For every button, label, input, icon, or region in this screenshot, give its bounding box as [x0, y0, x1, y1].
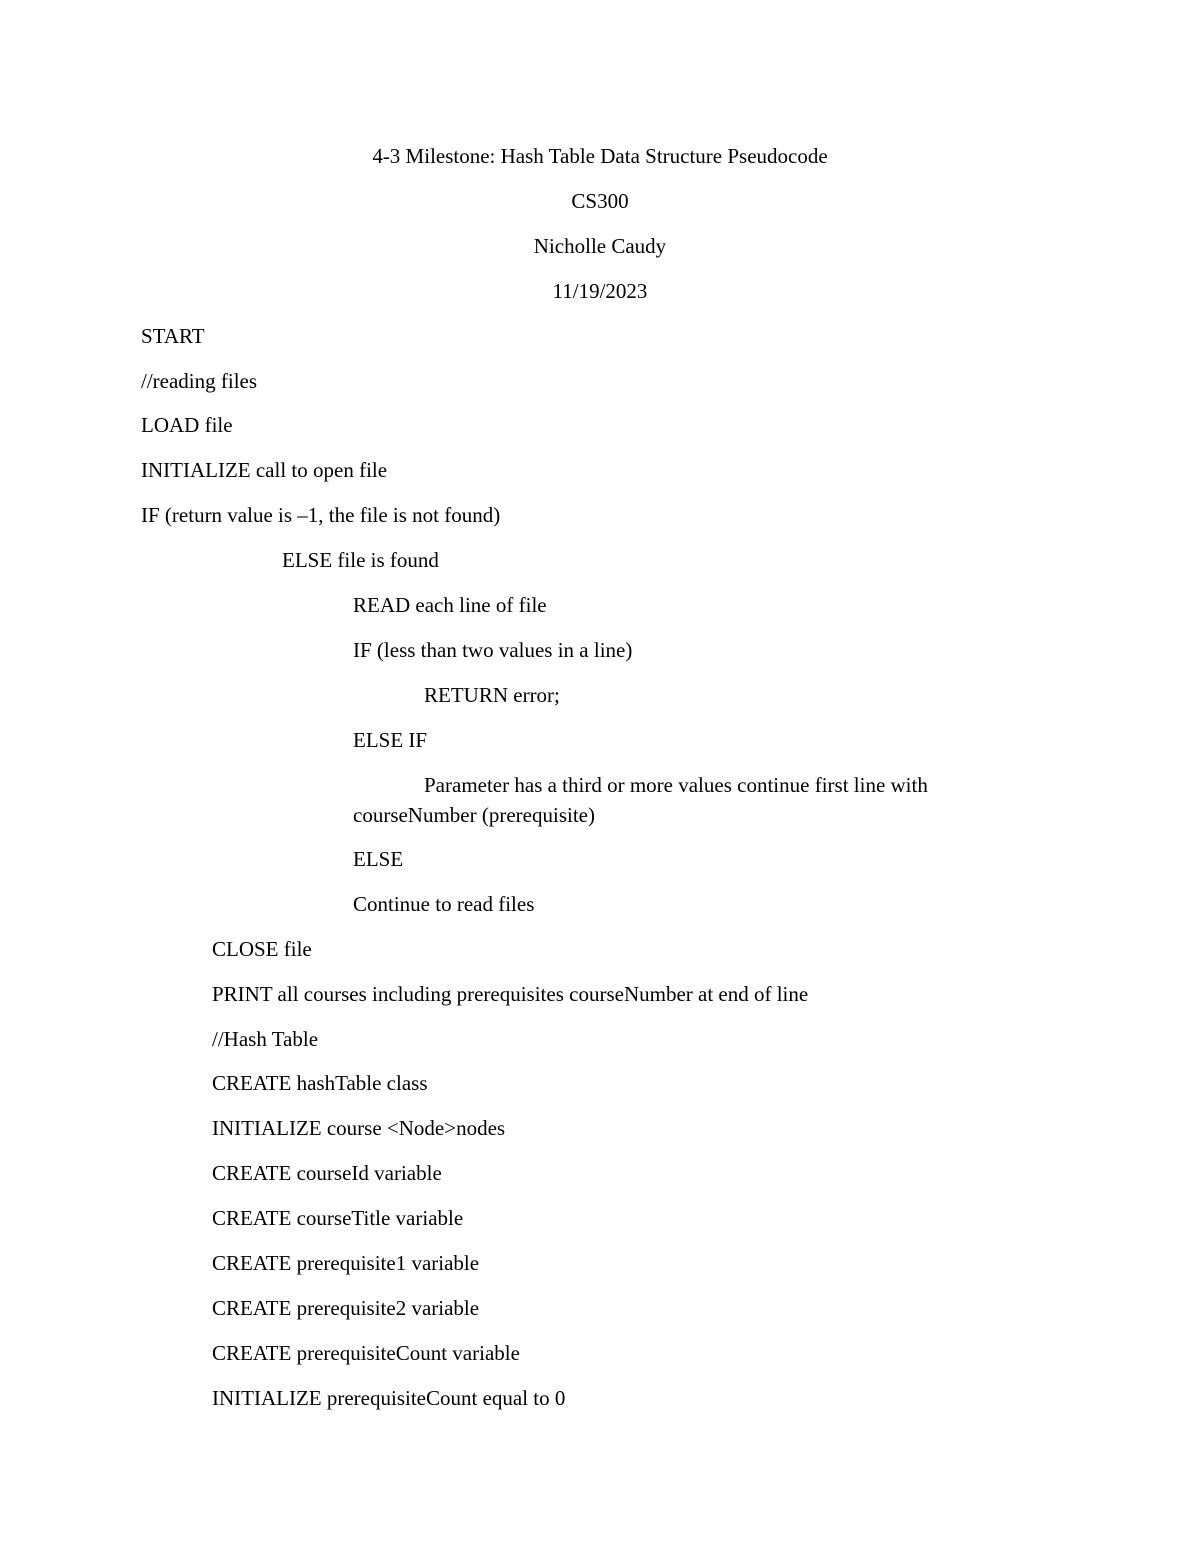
pseudocode-line: courseNumber (prerequisite) — [353, 803, 595, 827]
pseudocode-line: CLOSE file — [212, 937, 312, 961]
pseudocode-line: LOAD file — [141, 413, 233, 437]
pseudocode-line: Continue to read files — [353, 892, 535, 916]
pseudocode-line: INITIALIZE prerequisiteCount equal to 0 — [212, 1386, 566, 1410]
pseudocode-line: INITIALIZE call to open file — [141, 458, 388, 482]
pseudocode-line: CREATE courseId variable — [212, 1161, 442, 1185]
pseudocode-comment: //reading files — [141, 369, 258, 393]
pseudocode-line: Parameter has a third or more values continue first line with — [424, 773, 928, 797]
pseudocode-comment: //Hash Table — [212, 1027, 319, 1051]
document-date: 11/19/2023 — [552, 279, 648, 303]
pseudocode-line: RETURN error; — [424, 683, 560, 707]
pseudocode-line: INITIALIZE course <Node>nodes — [212, 1116, 506, 1140]
author-name: Nicholle Caudy — [533, 234, 667, 258]
pseudocode-line: START — [141, 324, 205, 348]
pseudocode-line: PRINT all courses including prerequisites courseNumber at end of line — [212, 982, 809, 1006]
course-code: CS300 — [571, 189, 629, 213]
pseudocode-line: ELSE file is found — [282, 548, 439, 572]
document-title: 4-3 Milestone: Hash Table Data Structure Pseudocode — [372, 144, 828, 168]
pseudocode-line: READ each line of file — [353, 593, 547, 617]
pseudocode-line: CREATE prerequisite1 variable — [212, 1251, 480, 1275]
pseudocode-line: ELSE IF — [353, 728, 428, 752]
pseudocode-line: CREATE hashTable class — [212, 1071, 428, 1095]
pseudocode-line: IF (return value is –1, the file is not found) — [141, 503, 501, 527]
pseudocode-line: IF (less than two values in a line) — [353, 638, 633, 662]
pseudocode-line: ELSE — [353, 847, 404, 871]
pseudocode-line: CREATE courseTitle variable — [212, 1206, 464, 1230]
pseudocode-line: CREATE prerequisiteCount variable — [212, 1341, 520, 1365]
pseudocode-wrapped-line — [353, 770, 1013, 830]
pseudocode-line: CREATE prerequisite2 variable — [212, 1296, 480, 1320]
